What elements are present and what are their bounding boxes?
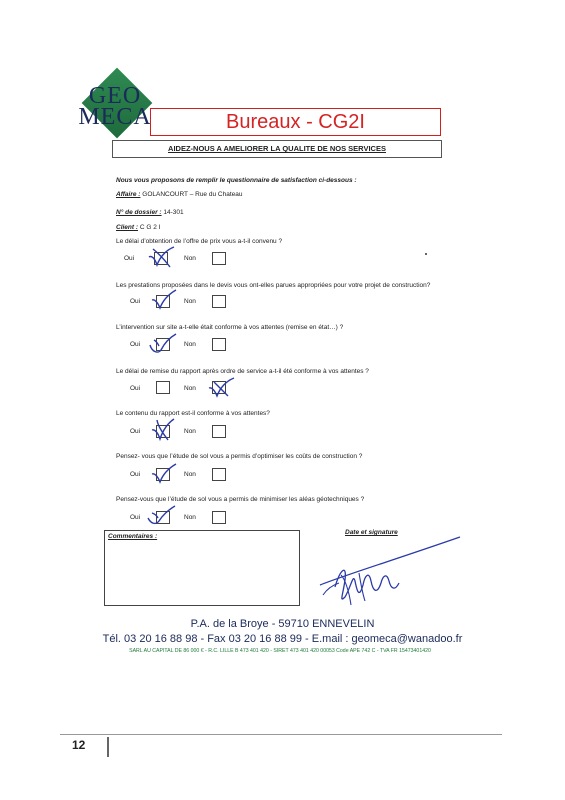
q5-yes-label: Oui bbox=[130, 428, 141, 435]
handwritten-signature bbox=[315, 525, 465, 615]
logo-line-1: GEO bbox=[88, 83, 142, 109]
page-number: 12 bbox=[72, 738, 86, 752]
stray-mark bbox=[425, 253, 427, 255]
question-5: Le contenu du rapport est-il conforme à vos attentes? bbox=[116, 410, 270, 417]
q7-no-checkbox[interactable] bbox=[212, 511, 226, 524]
q2-no-checkbox[interactable] bbox=[212, 295, 226, 308]
document-title: Bureaux - CG2I bbox=[150, 108, 441, 136]
q3-no-label: Non bbox=[184, 341, 196, 348]
q4-yes-label: Oui bbox=[130, 385, 141, 392]
q4-yes-checkbox[interactable] bbox=[156, 381, 170, 394]
question-4: Le délai de remise du rapport après ordre de service a-t-il été conforme à vos attentes ? bbox=[116, 368, 369, 375]
q1-no-label: Non bbox=[184, 255, 196, 262]
survey-intro: Nous vous proposons de remplir le questionnaire de satisfaction ci-dessous : bbox=[116, 177, 357, 184]
dossier-value: 14-301 bbox=[163, 209, 184, 216]
question-3: L’intervention sur site a-t-elle était conforme à vos attentes (remise en état…) ? bbox=[116, 324, 344, 331]
affaire-row bbox=[116, 191, 242, 198]
footer-contact: Tél. 03 20 16 88 98 - Fax 03 20 16 88 99 - E.mail : geomeca@wanadoo.fr bbox=[102, 633, 463, 645]
signature-label: Date et signature bbox=[345, 529, 398, 536]
q6-no-checkbox[interactable] bbox=[212, 468, 226, 481]
logo-line-2: MECA bbox=[78, 104, 152, 130]
check-mark-icon bbox=[146, 504, 176, 528]
check-mark-icon bbox=[146, 245, 176, 269]
q6-yes-label: Oui bbox=[130, 471, 141, 478]
question-1: Le délai d’obtention de l’offre de prix vous a-t-il convenu ? bbox=[116, 238, 283, 245]
footer-legal: SARL AU CAPITAL DE 86 000 € - R.C. LILLE B 473 401 420 - SIRET 473 401 420 00053 Code APE 742 C - TVA FR 15473401420 bbox=[129, 648, 431, 654]
q6-no-label: Non bbox=[184, 471, 196, 478]
check-mark-icon bbox=[148, 462, 178, 486]
question-7: Pensez-vous que l’étude de sol vous a permis de minimiser les aléas géotechniques ? bbox=[116, 496, 365, 503]
q7-no-label: Non bbox=[184, 514, 196, 521]
q3-no-checkbox[interactable] bbox=[212, 338, 226, 351]
q2-no-label: Non bbox=[184, 298, 196, 305]
q5-no-label: Non bbox=[184, 428, 196, 435]
q4-no-label: Non bbox=[184, 385, 196, 392]
client-row bbox=[116, 224, 160, 231]
q2-yes-label: Oui bbox=[130, 298, 141, 305]
check-mark-icon bbox=[148, 418, 178, 442]
q5-no-checkbox[interactable] bbox=[212, 425, 226, 438]
page-number-divider bbox=[107, 737, 109, 757]
page-footer-rule bbox=[60, 734, 502, 735]
comments-label: Commentaires : bbox=[108, 533, 158, 540]
geomeca-logo bbox=[74, 70, 156, 140]
footer-address: P.A. de la Broye - 59710 ENNEVELIN bbox=[190, 618, 375, 630]
q1-no-checkbox[interactable] bbox=[212, 252, 226, 265]
dossier-row bbox=[116, 209, 184, 216]
check-mark-icon bbox=[206, 376, 236, 400]
check-mark-icon bbox=[148, 288, 178, 312]
client-label: Client : bbox=[116, 224, 139, 231]
dossier-label: N° de dossier : bbox=[116, 209, 162, 216]
question-2: Les prestations proposées dans le devis vous ont-elles parues appropriées pour votre projet de construction? bbox=[116, 282, 431, 289]
check-mark-icon bbox=[148, 332, 178, 356]
affaire-label: Affaire : bbox=[116, 191, 141, 198]
affaire-value: GOLANCOURT – Rue du Chateau bbox=[142, 191, 243, 198]
q3-yes-label: Oui bbox=[130, 341, 141, 348]
comments-box[interactable] bbox=[104, 530, 300, 606]
client-value: C G 2 I bbox=[139, 224, 161, 231]
q7-yes-label: Oui bbox=[130, 514, 141, 521]
survey-banner: AIDEZ-NOUS A AMELIORER LA QUALITE DE NOS SERVICES bbox=[112, 140, 442, 158]
q1-yes-label: Oui bbox=[124, 255, 135, 262]
question-6: Pensez- vous que l’étude de sol vous a permis d’optimiser les coûts de construction ? bbox=[116, 453, 363, 460]
